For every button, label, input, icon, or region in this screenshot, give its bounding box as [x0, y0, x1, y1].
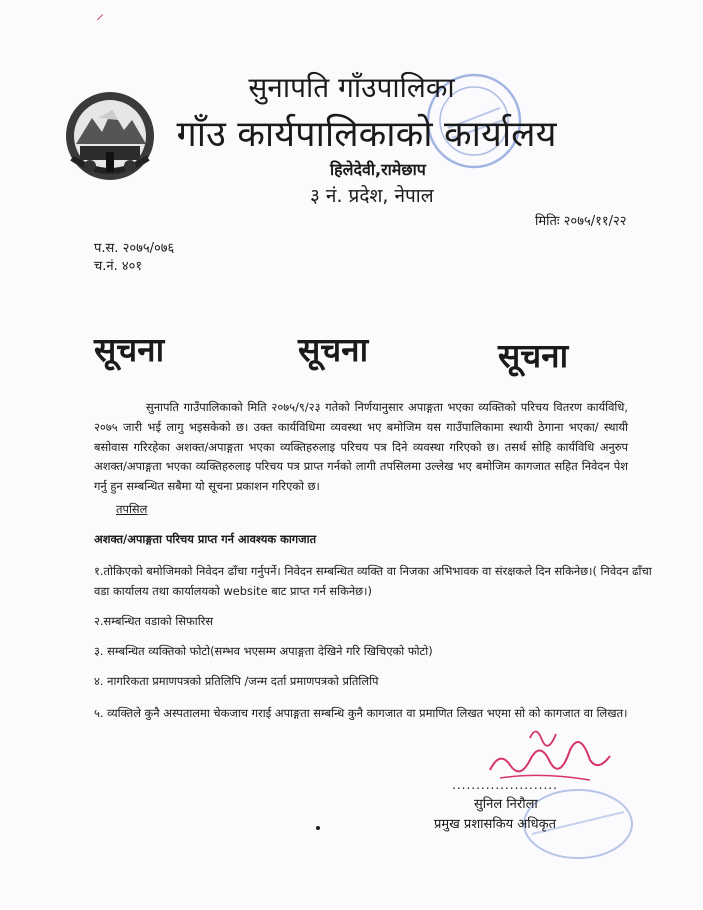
corner-mark: ⸝	[96, 4, 105, 23]
chalani-number: च.नं. ४०१	[94, 259, 143, 274]
notice-heading-1: सूचना	[94, 330, 165, 369]
requirement-5: ५. व्यक्तिले कुनै अस्पतालमा चेकजाच गराई अपाङ्गता सम्बन्धि कुनै कागजात वा प्रमाणित लिखत भएमा सो को कागजात वा लिखत।	[94, 706, 628, 720]
documents-heading: अशक्त/अपाङ्गता परिचय प्राप्त गर्न आवश्यक कागजात	[94, 532, 317, 546]
notice-heading-2: सूचना	[298, 330, 369, 369]
signatory-title: प्रमुख प्रशासकिय अधिकृत	[434, 817, 557, 832]
requirement-3: ३. सम्बन्धित व्यक्तिको फोटो(सम्भव भएसम्म अपाङ्गता देखिने गरि खिचिएको फोटो)	[94, 644, 433, 658]
office-name: गाँउ कार्यपालिकाको कार्यालय	[176, 114, 557, 155]
municipality-name: सुनापति गाँउपालिका	[248, 71, 455, 104]
document-date: मितिः २०७५/११/२२	[535, 214, 627, 229]
signatory-name: सुनिल निरौला	[474, 797, 538, 812]
signature-line: ......................	[452, 778, 558, 792]
tapasil-heading: तपसिल	[116, 502, 148, 516]
office-location: हिलेदेवी,रामेछाप	[330, 160, 426, 179]
body-paragraph: सुनापति गाउँपालिकाको मिति २०७५/९/२३ गतेको निर्णयानुसार अपाङ्गता भएका व्यक्तिको परिचय वितरण कार्यविधि, २०७५ जारी भई लागु भइसकेको छ। उक्त कार्यविधिमा व्यवस्था भए बमोजिम यस गाउँपालिकामा स्थायी ठेगाना भएका/ स्थायी बसोवास गरिरहेका अशक्त/अपाङ्गता भएका व्यक्तिहरुलाइ परिचय पत्र दिने व्यवस्था गरिएको छ। तसर्थ सोहि कार्यविधि अनुरुप अशक्त/अपाङ्गता भएका व्यक्तिहरुलाइ परिचय पत्र प्राप्त गर्नको लागी तपसिलमा उल्लेख भए बमोजिम कागजात सहित निवेदन पेश गर्नु हुन सम्बन्धित सबैमा यो सूचना प्रकाशन गरिएको छ।	[94, 400, 628, 494]
page-dot	[316, 826, 320, 830]
requirement-2: २.सम्बन्धित वडाको सिफारिस	[94, 614, 214, 628]
patra-sankhya: प.स. २०७५/०७६	[94, 241, 175, 256]
requirement-1: १.तोकिएको बमोजिमको निवेदन ढाँचा गर्नुपर्ने। निवेदन सम्बन्धित व्यक्ति वा निजका अभिभावक वा संरक्षकले दिन सकिनेछ।( निवेदन ढाँचा वडा कार्यालय तथा कार्यालयको website बाट प्राप्त गर्न सकिनेछ।)	[94, 564, 652, 598]
province: ३ नं. प्रदेश, नेपाल	[310, 185, 434, 207]
requirement-4: ४. नागरिकता प्रमाणपत्रको प्रतिलिपि /जन्म दर्ता प्रमाणपत्रको प्रतिलिपि	[94, 674, 379, 688]
notice-heading-3: सूचना	[498, 336, 569, 375]
